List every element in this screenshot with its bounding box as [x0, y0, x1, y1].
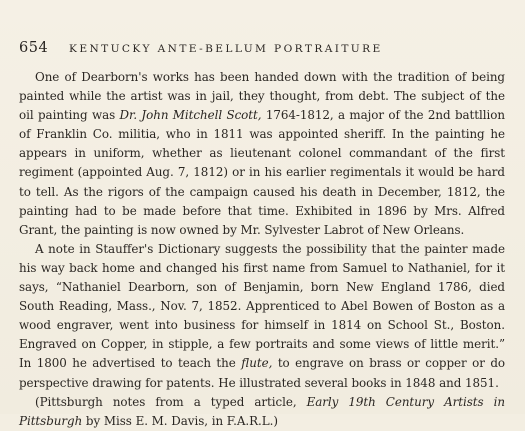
- paragraph-1-italic: Dr. John Mitchell Scott,: [119, 108, 262, 123]
- paragraph-1-part-c: 1764-1812, a major of the 2nd battllion of Franklin Co. militia, who in 1811 was appointed sheriff. In the painting he appears in uniform, whether as lieutenant colonel commandant of the first regiment (appointed Aug. 7, 1812) or in his earlier regimentals it would be hard to tell. As the rigors of the campaign caused his death in December, 1812, the painting had to be made before that time. Exhibited in 1896 by Mrs. Alfred Grant, the painting is now owned by Mr. Sylvester Labrot of New Orleans.: [19, 108, 505, 237]
- paragraph-2-part-a: A note in Stauffer's Dictionary suggests the possibility that the painter made his way back home and changed his first name from Samuel to Nathaniel, for it says, “Nathaniel Dearborn, son of Benjamin, born New England 1786, died South Reading, Mass., Nov. 7, 1852. Apprenticed to Abel Bowen of Boston as a wood engraver, went into business for himself in 1814 on School St., Boston. Engraved on Copper, in stipple, a few portraits and some views of little merit.” In 1800 he advertised to teach the: [19, 241, 505, 371]
- body-text: [19, 68, 505, 431]
- running-head: KENTUCKY ANTE-BELLUM PORTRAITURE: [69, 43, 383, 55]
- paragraph-3-italic-title: Early 19th Century Artists in Pittsburgh: [19, 394, 505, 428]
- paragraph-2-italic: flute,: [241, 356, 273, 371]
- paragraph-1: [19, 68, 505, 240]
- paragraph-1-part-a: One of Dearborn's works has been handed down with the tradition of being painted while the artist was in jail, they thought, from debt. The subject of the oil painting was: [19, 70, 505, 123]
- paragraph-3-part-a: (Pittsburgh notes from a typed article,: [35, 394, 307, 409]
- paragraph-2-part-c: to engrave on brass or copper or do perspective drawing for patents. He illustrated several books in 1848 and 1851.: [19, 356, 506, 390]
- paragraph-3-part-c: by Miss E. M. Davis, in F.A.R.L.): [82, 413, 278, 428]
- paragraph-2: [19, 240, 505, 393]
- page-number: 654: [19, 40, 49, 56]
- page-header: [19, 40, 505, 58]
- paragraph-3-citation: [19, 393, 505, 431]
